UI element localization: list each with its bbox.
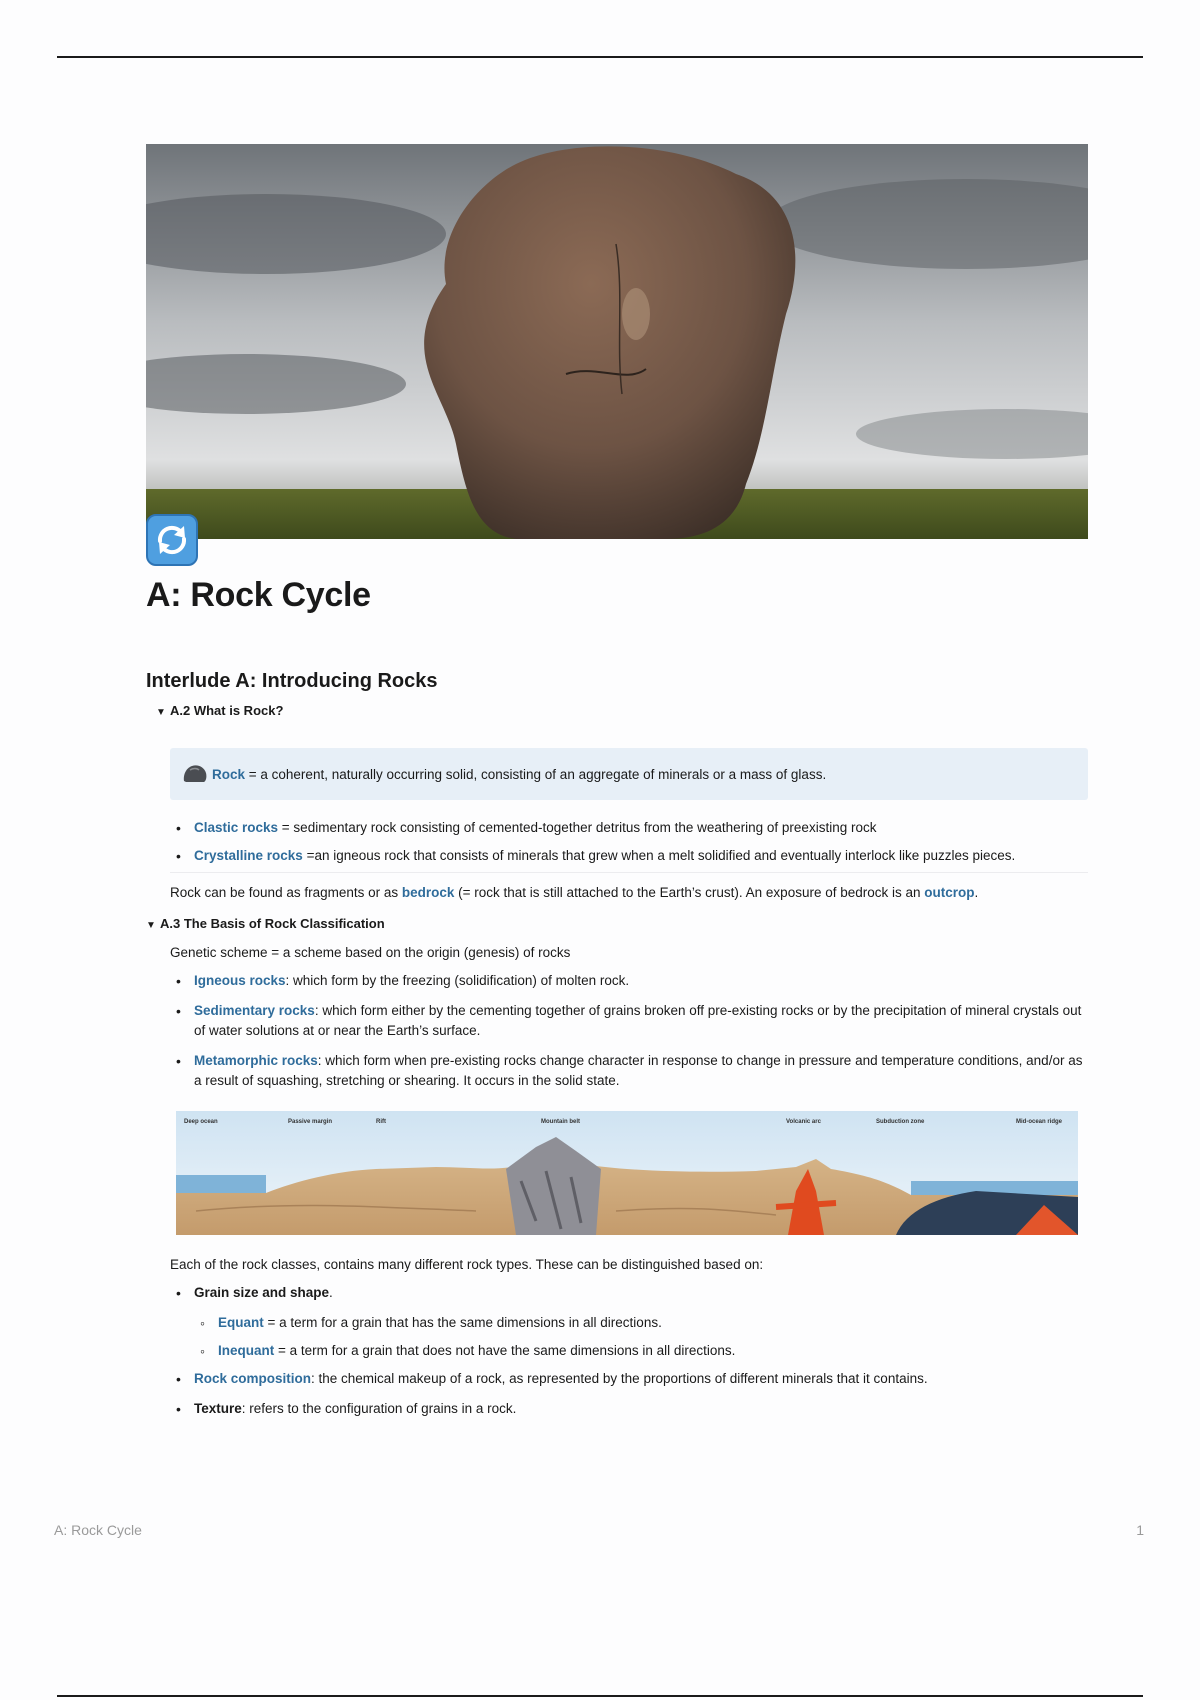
toggle-triangle-icon[interactable]: ▼ [156,707,166,718]
term-inequant[interactable]: Inequant [218,1343,275,1358]
page-title: A: Rock Cycle [146,576,371,614]
term-rock-composition[interactable]: Rock composition [194,1371,312,1386]
term-rock[interactable]: Rock [212,766,246,782]
bedrock-paragraph: Rock can be found as fragments or as bedrock (= rock that is still attached to the Earth’s crust). An exposure of bedrock is an outcrop. [170,885,979,900]
toggle-a3-label: A.3 The Basis of Rock Classification [160,916,385,931]
term-equant[interactable]: Equant [218,1315,264,1330]
term-clastic-rocks[interactable]: Clastic rocks [194,820,279,835]
criteria-list [146,1283,1088,1303]
diagram-label: Subduction zone [876,1119,925,1125]
term-crystalline-rocks[interactable]: Crystalline rocks [194,848,303,863]
list-item: • Texture: refers to the configuration of grains in a rock. [146,1399,1088,1419]
toggle-a2-label: A.2 What is Rock? [170,703,284,718]
diagram-label: Mountain belt [541,1119,580,1125]
term-bedrock[interactable]: bedrock [401,885,455,900]
rock-icon [182,763,212,786]
diagram-label: Volcanic arc [786,1119,821,1125]
texture-label: Texture [194,1401,242,1416]
diagram-label: Passive margin [288,1119,333,1125]
top-rule [57,56,1143,58]
toggle-a3[interactable] [146,915,1088,935]
diagram-label: Mid-ocean ridge [1016,1119,1063,1125]
list-item: • Clastic rocks = sedimentary rock consisting of cemented-together detritus from the weathering of preexisting rock [146,818,1088,838]
list-item: • Rock composition: the chemical makeup of a rock, as represented by the proportions of different minerals that it contains. [146,1369,1088,1389]
tectonic-setting-diagram [176,1111,1078,1235]
term-sedimentary-rocks[interactable]: Sedimentary rocks [194,1003,315,1018]
cover-image [146,144,1088,539]
list-item: • Crystalline rocks =an igneous rock that consists of minerals that grew when a melt solidified and eventually interlock like puzzles pieces. [146,846,1088,866]
rock-types-intro: Each of the rock classes, contains many different rock types. These can be distinguished based on: [170,1257,764,1272]
term-outcrop[interactable]: outcrop [924,885,975,900]
genetic-scheme-intro: Genetic scheme = a scheme based on the origin (genesis) of rocks [170,945,571,960]
grain-size-label: Grain size and shape [194,1285,330,1300]
callout-rock-definition [170,748,1088,800]
callout-text: Rock = a coherent, naturally occurring solid, consisting of an aggregate of minerals or a mass of glass. [212,766,827,782]
arrows-counterclockwise-icon [146,514,198,566]
grain-sublist [146,1313,1088,1361]
toggle-a2[interactable] [156,702,1088,722]
toggle-triangle-icon[interactable]: ▼ [146,920,156,931]
list-item: ◦ Equant = a term for a grain that has the same dimensions in all directions. [146,1313,1088,1333]
rock-class-list [146,971,1088,1091]
list-item: • Grain size and shape. [146,1283,1088,1303]
list-item: ◦ Inequant = a term for a grain that does not have the same dimensions in all directions. [146,1341,1088,1361]
diagram-label: Deep ocean [184,1119,218,1125]
list-item: • Sedimentary rocks: which form either by the cementing together of grains broken off pre-existing rocks or by the precipitation of mineral crystals out of water solutions at or near the Earth’s surface. [146,1001,1088,1041]
diagram-label: Rift [376,1119,386,1125]
list-item: • Igneous rocks: which form by the freezing (solidification) of molten rock. [146,971,1088,991]
list-item: • Metamorphic rocks: which form when pre-existing rocks change character in response to change in pressure and temperature conditions, and/or as a result of squashing, stretching or shearing. It occurs in the solid state. [146,1051,1088,1091]
bottom-rule [57,1695,1143,1697]
footer-title: A: Rock Cycle [54,1522,142,1538]
criteria-list-cont [146,1369,1088,1419]
section-heading: Interlude A: Introducing Rocks [146,670,438,692]
divider [170,872,1088,873]
term-metamorphic-rocks[interactable]: Metamorphic rocks [194,1053,318,1068]
term-igneous-rocks[interactable]: Igneous rocks [194,973,286,988]
a2-bullet-list [146,818,1088,866]
page-number: 1 [1136,1522,1144,1538]
